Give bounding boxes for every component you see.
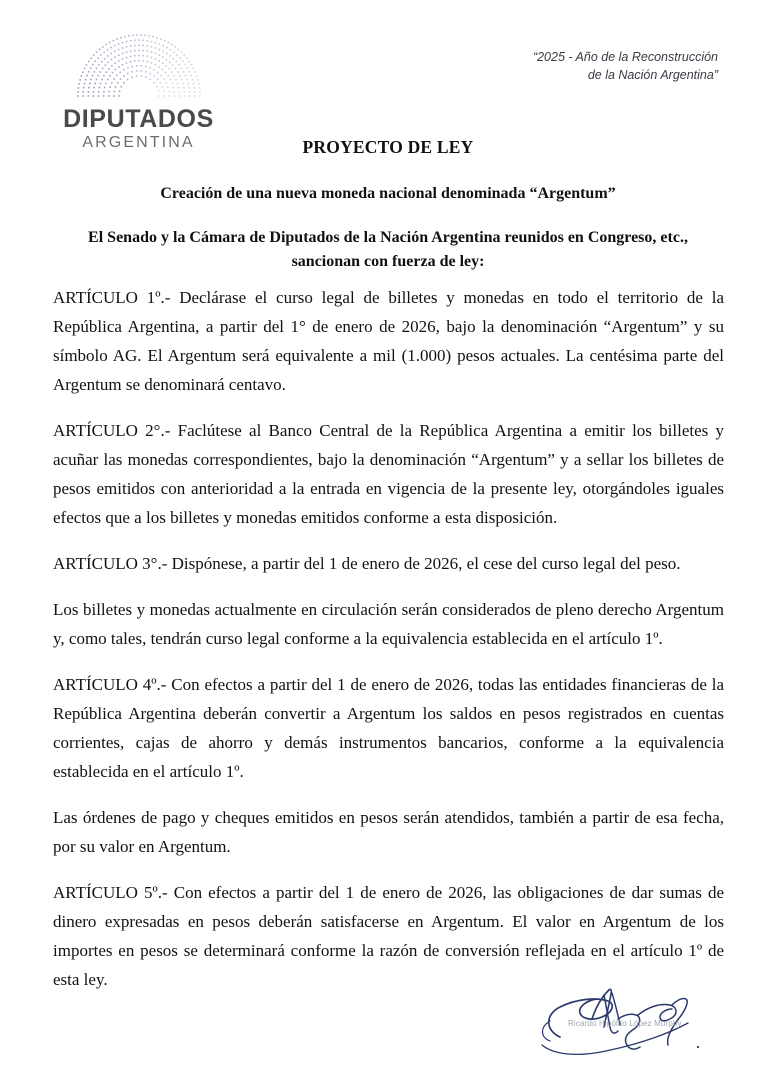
hemicycle-dots-icon bbox=[73, 32, 205, 100]
signature-block bbox=[520, 975, 750, 1075]
title-block bbox=[53, 136, 723, 274]
document-body bbox=[53, 283, 724, 994]
article-paragraph: Las órdenes de pago y cheques emitidos en pesos serán atendidos, también a partir de esa fecha, por su valor en Argentum. bbox=[53, 808, 724, 856]
enacting-clause: El Senado y la Cámara de Diputados de la Nación Argentina reunidos en Congreso, etc., sancionan con fuerza de ley: bbox=[88, 229, 688, 271]
article-paragraph: ARTÍCULO 5º.- Con efectos a partir del 1 de enero de 2026, las obligaciones de dar sumas de dinero expresadas en pesos deberán satisfacerse en Argentum. El valor en Argentum de los importes en pesos se determinará conforme la razón de conversión reflejada en el artículo 1º de esta ley. bbox=[53, 883, 724, 989]
year-motto bbox=[418, 48, 718, 84]
diputados-logo bbox=[46, 32, 231, 152]
logo-secondary-text: ARGENTINA bbox=[82, 134, 195, 152]
logo-primary-text: DIPUTADOS bbox=[63, 105, 214, 133]
motto-line-1: “2025 - Año de la Reconstrucción bbox=[532, 50, 718, 64]
article-paragraph: ARTÍCULO 3°.- Dispónese, a partir del 1 de enero de 2026, el cese del curso legal del peso. bbox=[53, 554, 681, 573]
document-header bbox=[0, 0, 776, 152]
motto-line-2: de la Nación Argentina” bbox=[587, 68, 718, 83]
document-subtitle: Creación de una nueva moneda nacional denominada “Argentum” bbox=[160, 184, 616, 202]
signatory-name: Ricardo Hipólito López Murphy bbox=[568, 1019, 682, 1028]
article-paragraph: ARTÍCULO 2°.- Faclútese al Banco Central de la República Argentina a emitir los billetes y acuñar las monedas correspondientes, bajo la denominación “Argentum” y a sellar los billetes de pesos emitidos con anterioridad a la entrada en vigencia de la presente ley, otorgándoles iguales efectos que a los billetes y monedas emitidos conforme a esta disposición. bbox=[53, 421, 724, 527]
article-paragraph: Los billetes y monedas actualmente en circulación serán considerados de pleno derecho Argentum y, como tales, tendrán curso legal conforme a la equivalencia establecida en el artículo 1º. bbox=[53, 600, 724, 648]
article-paragraph: ARTÍCULO 4º.- Con efectos a partir del 1 de enero de 2026, todas las entidades financieras de la República Argentina deberán convertir a Argentum los saldos en pesos registrados en cuentas corrientes, cajas de ahorro y demás instrumentos bancarios, conforme a la equivalencia establecida en el artículo 1º. bbox=[53, 675, 724, 781]
page-title: PROYECTO DE LEY bbox=[302, 137, 474, 157]
article-paragraph: ARTÍCULO 1º.- Declárase el curso legal de billetes y monedas en todo el territorio de la República Argentina, a partir del 1° de enero de 2026, bajo la denominación “Argentum” y su símbolo AG. El Argentum será equivalente a mil (1.000) pesos actuales. La centésima parte del Argentum se denominará centavo. bbox=[53, 288, 724, 394]
